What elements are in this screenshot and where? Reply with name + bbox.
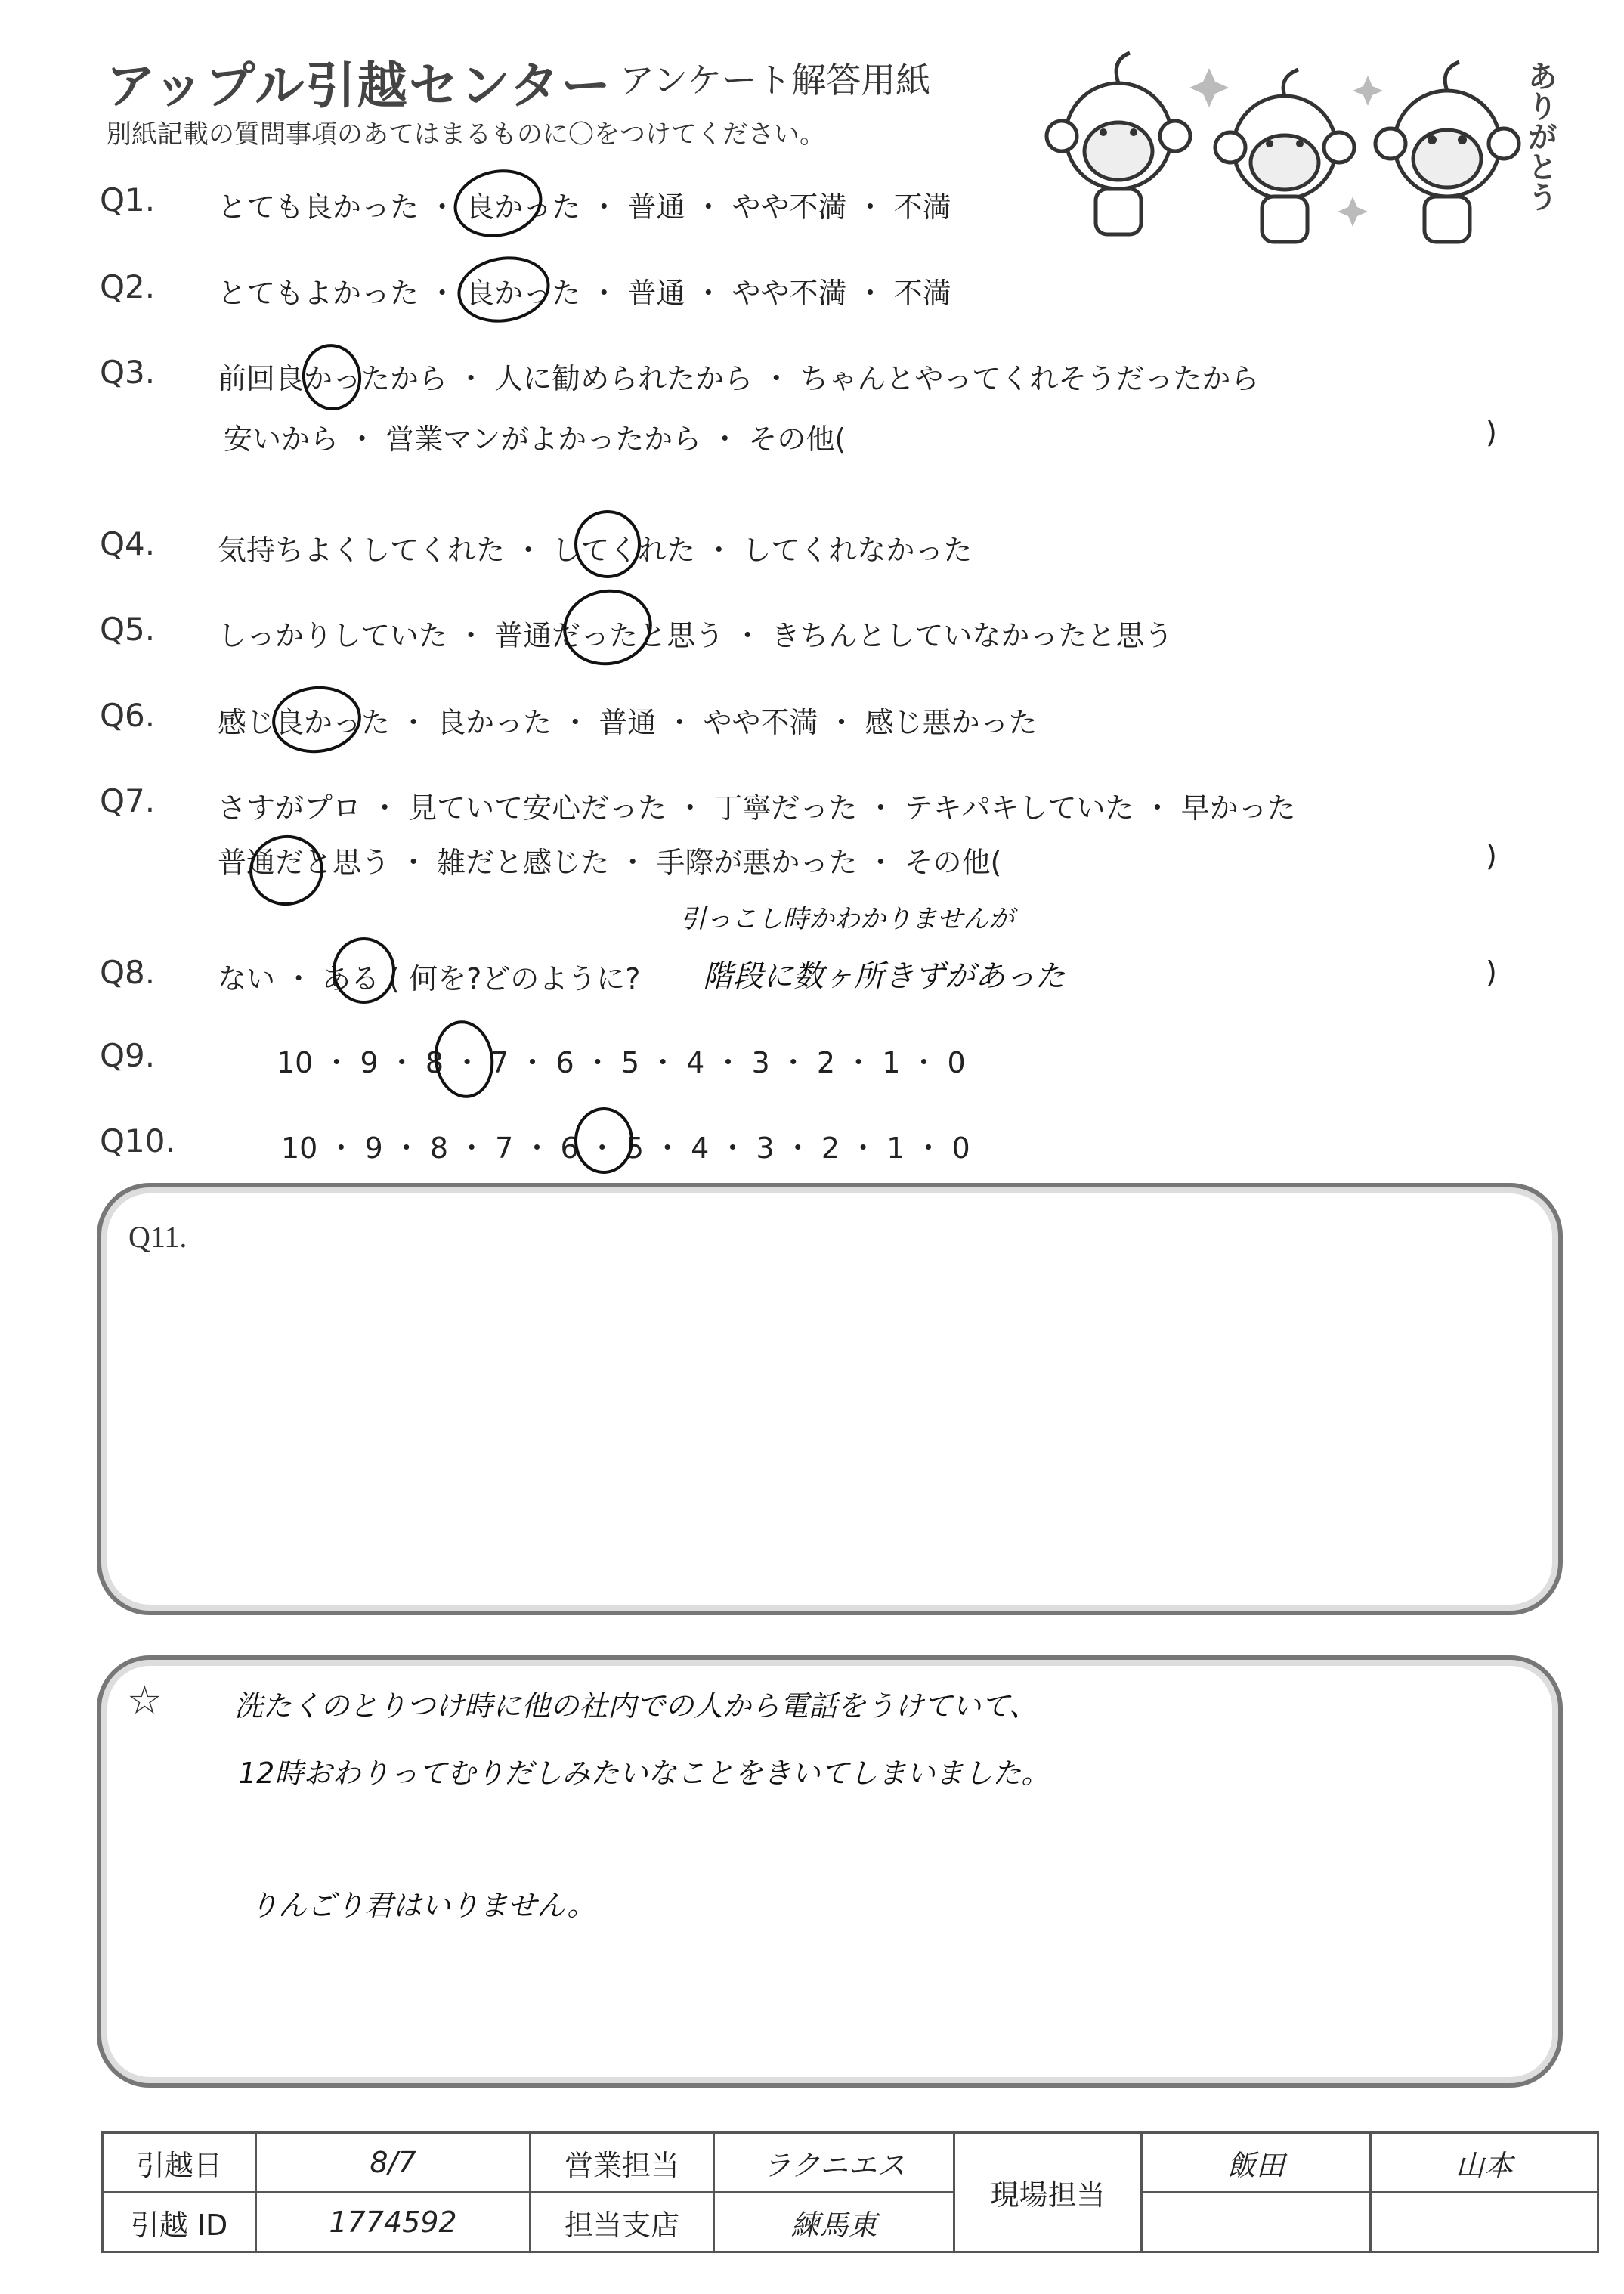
q7-options: さすがプロ ・ 見ていて安心だった ・ 丁寧だった ・ テキパキしていた ・ 早かった	[218, 791, 1296, 825]
q8-handwritten-line1: 引っこし時かわかりませんが	[680, 904, 1014, 934]
q9-label: Q9.	[100, 1037, 156, 1074]
instruction-text: 別紙記載の質問事項のあてはまるものに〇をつけてください。	[106, 119, 825, 150]
answer-circle-q5	[557, 583, 658, 673]
site-staff-empty-1	[1142, 2193, 1371, 2252]
comment-line-2: 12時おわりってむりだしみたいなことをきいてしまいました。	[238, 1757, 1050, 1790]
q2-label: Q2.	[100, 268, 156, 305]
q5-options: しっかりしていた ・ 普通だったと思う ・ きちんとしていなかったと思う	[218, 619, 1174, 652]
brand-title: アップル引越センター	[106, 57, 613, 115]
q3-options: 前回良かったから ・ 人に勧められたから ・ ちゃんとやってくれそうだったから	[218, 362, 1260, 395]
answer-circle-q10	[574, 1107, 633, 1174]
answer-circle-q8	[333, 937, 395, 1004]
branch-value: 練馬東	[714, 2193, 954, 2252]
q3-close-paren: )	[1486, 416, 1497, 449]
comment-line-3: りんごり君はいりません。	[249, 1889, 596, 1922]
q6-options: 感じ良かった ・ 良かった ・ 普通 ・ やや不満 ・ 感じ悪かった	[218, 706, 1038, 739]
branch-label: 担当支店	[531, 2193, 714, 2252]
sales-label: 営業担当	[531, 2133, 714, 2193]
q11-answer-box	[97, 1183, 1563, 1615]
star-icon: ☆	[127, 1679, 162, 1723]
q8-handwritten-line2: 階段に数ヶ所きずがあった	[703, 959, 1066, 994]
moving-id-value: 1774592	[256, 2193, 531, 2252]
q9-scale: 10 ・ 9 ・ 8 ・ 7 ・ 6 ・ 5 ・ 4 ・ 3 ・ 2 ・ 1 ・ 0	[277, 1046, 966, 1079]
q3-options-line2: 安いから ・ 営業マンがよかったから ・ その他(	[224, 423, 846, 456]
moving-info-table	[101, 2131, 1599, 2253]
monkey-mascots-icon	[1028, 45, 1557, 249]
q11-label: Q11.	[128, 1220, 187, 1254]
answer-circle-q9	[429, 1017, 499, 1102]
q7-close-paren: )	[1486, 839, 1497, 872]
form-subtitle: アンケート解答用紙	[620, 60, 931, 101]
q10-label: Q10.	[100, 1122, 175, 1159]
answer-circle-q2	[452, 249, 555, 330]
sales-value: ラクニエス	[714, 2133, 954, 2193]
site-staff-1: 飯田	[1142, 2133, 1371, 2193]
site-staff-empty-2	[1371, 2193, 1598, 2252]
mascot-illustration	[1028, 45, 1557, 249]
q8-options: ない ・ ある ( 何を?どのように?	[218, 962, 641, 995]
q10-scale: 10 ・ 9 ・ 8 ・ 7 ・ 6 ・ 5 ・ 4 ・ 3 ・ 2 ・ 1 ・ 0	[281, 1132, 970, 1165]
answer-circle-q4	[574, 510, 641, 578]
moving-date-value: 8/7	[256, 2133, 531, 2193]
moving-id-label: 引越 ID	[103, 2193, 256, 2252]
answer-circle-q6	[269, 682, 365, 757]
comment-line-1: 洗たくのとりつけ時に他の社内での人から電話をうけていて、	[234, 1689, 1038, 1723]
q4-label: Q4.	[100, 525, 156, 562]
q1-label: Q1.	[100, 181, 156, 218]
moving-date-label: 引越日	[103, 2133, 256, 2193]
answer-circle-q1	[447, 162, 549, 246]
site-staff-2: 山本	[1371, 2133, 1598, 2193]
q4-options: 気持ちよくしてくれた ・ してくれた ・ してくれなかった	[218, 534, 973, 567]
q3-label: Q3.	[100, 354, 156, 391]
q7-label: Q7.	[100, 782, 156, 819]
thanks-caption: ありがとう	[1523, 60, 1557, 212]
q6-label: Q6.	[100, 697, 156, 734]
q7-options-line2: 普通だと思う ・ 雑だと感じた ・ 手際が悪かった ・ その他(	[218, 846, 1002, 879]
q8-close-paren: )	[1486, 955, 1497, 989]
q2-options: とてもよかった ・ 良かった ・ 普通 ・ やや不満 ・ 不満	[218, 277, 951, 310]
q5-label: Q5.	[100, 611, 156, 648]
q1-options: とても良かった ・ 良かった ・ 普通 ・ やや不満 ・ 不満	[218, 190, 951, 224]
site-label: 現場担当	[954, 2133, 1142, 2252]
q8-label: Q8.	[100, 954, 156, 991]
answer-circle-q3	[298, 340, 365, 414]
